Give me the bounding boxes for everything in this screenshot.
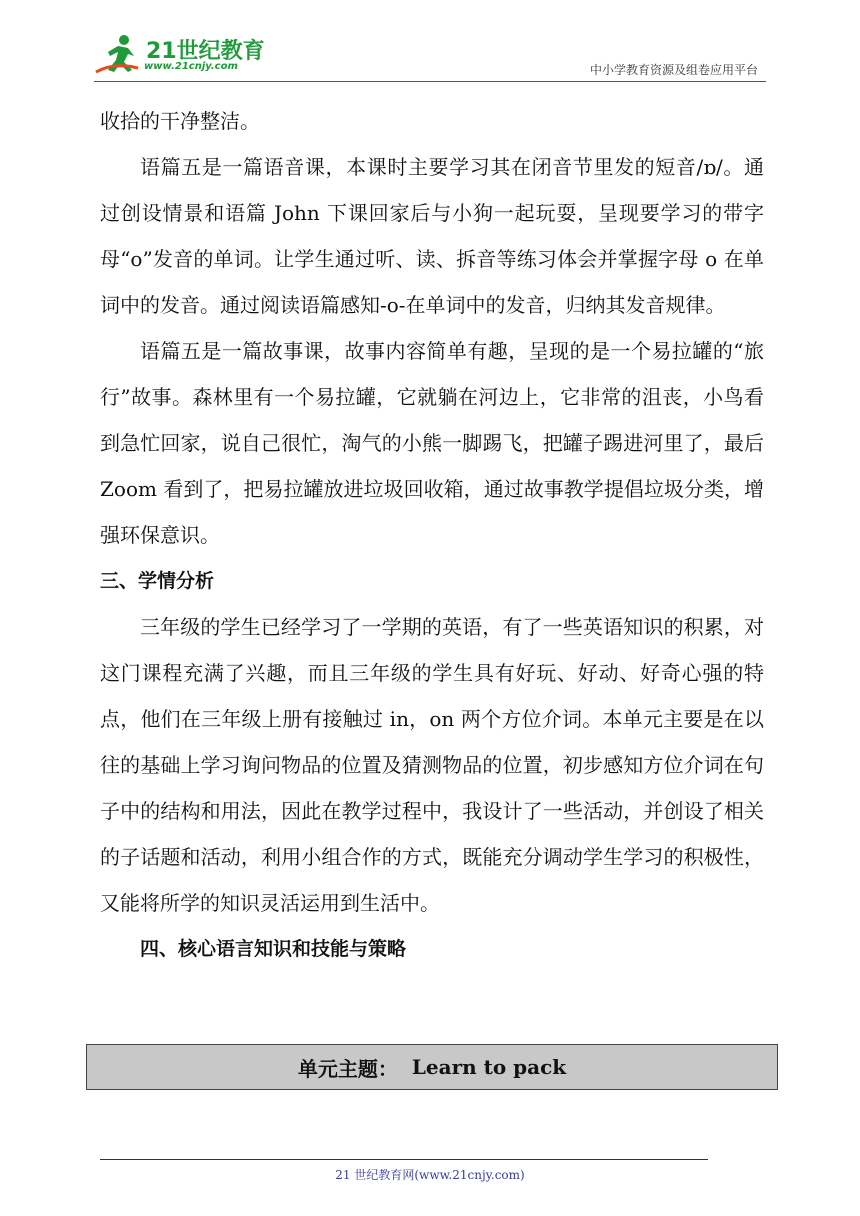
document-body: [100, 98, 764, 972]
unit-theme-value: Learn to pack: [411, 1055, 567, 1079]
header-divider: [94, 81, 766, 82]
logo-url: www.21cnjy.com: [144, 61, 238, 72]
paragraph-4: 三年级的学生已经学习了一学期的英语，有了一些英语知识的积累，对这门课程充满了兴趣，而且三年级的学生具有好玩、好动、好奇心强的特点，他们在三年级上册有接触过 in，on 两个方位介词。本单元主要是在以往的基础上学习询问物品的位置及猜测物品的位置，初步感知方位介词在句子中的结构和用法，因此在教学过程中，我设计了一些活动，并创设了相关的子话题和活动，利用小组合作的方式，既能充分调动学生学习的积极性，又能将所学的知识灵活运用到生活中。: [100, 615, 764, 915]
unit-theme-table-header: [86, 1044, 778, 1090]
page-header: [94, 32, 766, 82]
logo-text: 21世纪教育: [146, 39, 265, 64]
paragraph-3: 语篇五是一篇故事课，故事内容简单有趣，呈现的是一个易拉罐的“旅行”故事。森林里有一个易拉罐，它就躺在河边上，它非常的沮丧，小鸟看到急忙回家，说自己很忙，淘气的小熊一脚踢飞，把罐子踢进河里了，最后 Zoom 看到了，把易拉罐放进垃圾回收箱，通过故事教学提倡垃圾分类，增强环保意识。: [100, 339, 764, 547]
section-heading-3: 三、学情分析: [100, 570, 215, 592]
section-heading-4: 四、核心语言知识和技能与策略: [140, 938, 407, 960]
footer-divider: [100, 1159, 708, 1160]
paragraph-2: 语篇五是一篇语音课，本课时主要学习其在闭音节里发的短音/ɒ/。通过创设情景和语篇 John 下课回家后与小狗一起玩耍，呈现要学习的带字母“o”发音的单词。让学生通过听、读、拆音等练习体会并掌握字母 o 在单词中的发音。通过阅读语篇感知-o-在单词中的发音，归纳其发音规律。: [100, 155, 764, 317]
unit-theme-label: 单元主题：: [297, 1056, 398, 1081]
paragraph-1: 收拾的干净整洁。: [100, 109, 260, 133]
logo: [94, 32, 274, 78]
header-tagline: 中小学教育资源及组卷应用平台: [589, 63, 758, 77]
runner-logo-icon: [94, 32, 146, 78]
footer-text: 21 世纪教育网(www.21cnjy.com): [335, 1168, 525, 1182]
